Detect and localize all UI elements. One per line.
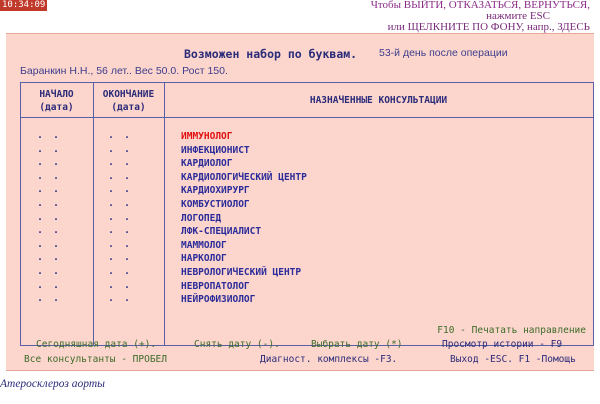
patient-info: Баранкин Н.Н., 56 лет.. Вес 50.0. Рост 150. [20, 65, 228, 77]
today-date-key[interactable]: Сегодняшная дата (+). [36, 339, 157, 350]
end-date-cell[interactable]: . . [108, 279, 133, 291]
exit-hint-line2: нажмите ESC [486, 10, 550, 22]
pick-date-key[interactable]: Выбрать дату (*) [311, 339, 403, 350]
consultation-name[interactable]: ИММУНОЛОГ [181, 131, 233, 142]
consultation-name[interactable]: НЕЙРОФИЗИОЛОГ [181, 294, 256, 306]
end-date-cell[interactable]: . . [108, 143, 133, 155]
column-header-end-title: ОКОНЧАНИЕ [102, 89, 155, 100]
exit-hint[interactable] [290, 0, 590, 33]
column-header-end-sub: (дата) [111, 102, 146, 113]
all-consultants-key[interactable]: Все консультанты - ПРОБЕЛ [24, 354, 167, 365]
consultation-row[interactable] [20, 280, 594, 294]
consultation-name[interactable]: КАРДИОЛОГИЧЕСКИЙ ЦЕНТР [181, 171, 307, 183]
start-date-cell[interactable]: . . [37, 225, 62, 237]
end-date-cell[interactable]: . . [108, 184, 133, 196]
start-date-cell[interactable]: . . [37, 252, 62, 264]
consultation-row[interactable] [20, 225, 594, 239]
column-header-consults: НАЗНАЧЕННЫЕ КОНСУЛЬТАЦИИ [309, 95, 448, 106]
exit-help-key[interactable]: Выход -ESC. F1 -Помощь [450, 354, 576, 365]
consultation-name[interactable]: НЕВРОПАТОЛОГ [181, 280, 250, 292]
consultation-name[interactable]: НАРКОЛОГ [181, 253, 227, 265]
page-title: Возможен набор по буквам. [184, 47, 358, 61]
end-date-cell[interactable]: . . [108, 197, 133, 209]
consultation-row[interactable] [20, 266, 594, 280]
end-date-cell[interactable]: . . [108, 157, 133, 169]
consultation-row[interactable] [20, 130, 594, 144]
consultation-row[interactable] [20, 252, 594, 266]
consultation-row[interactable] [20, 212, 594, 226]
column-header-end [93, 88, 164, 114]
consultation-panel [6, 33, 594, 371]
start-date-cell[interactable]: . . [37, 197, 62, 209]
consultation-row[interactable] [20, 184, 594, 198]
exit-hint-line3[interactable]: или ЩЕЛКНИТЕ ПО ФОНУ, напр., ЗДЕСЬ [387, 21, 590, 33]
consultation-name[interactable]: ЛФК-СПЕЦИАЛИСТ [181, 226, 262, 238]
consultation-row[interactable] [20, 198, 594, 212]
consultation-name[interactable]: МАММОЛОГ [181, 239, 227, 251]
consultation-name[interactable]: КОМБУСТИОЛОГ [181, 198, 250, 210]
consultation-row[interactable] [20, 293, 594, 307]
end-date-cell[interactable]: . . [108, 130, 133, 141]
consultation-row[interactable] [20, 171, 594, 185]
start-date-cell[interactable]: . . [37, 143, 62, 155]
start-date-cell[interactable]: . . [37, 170, 62, 182]
end-date-cell[interactable]: . . [108, 225, 133, 237]
table-header-divider [20, 117, 594, 118]
history-key[interactable]: Просмотр истории - F9 [442, 339, 563, 350]
column-header-start [20, 88, 93, 114]
exit-hint-line1: Чтобы ВЫЙТИ, ОТКАЗАТЬСЯ, ВЕРНУТЬСЯ, [370, 0, 590, 11]
start-date-cell[interactable]: . . [37, 265, 62, 277]
clock: 10:34:09 [2, 0, 46, 10]
diagnosis: Атеросклероз аорты [0, 378, 105, 390]
start-date-cell[interactable]: . . [37, 238, 62, 250]
consultation-table [20, 82, 594, 346]
consultation-name[interactable]: КАРДИОХИРУРГ [181, 185, 250, 197]
consultation-name[interactable]: НЕВРОЛОГИЧЕСКИЙ ЦЕНТР [181, 266, 302, 278]
consultation-list [20, 130, 594, 307]
end-date-cell[interactable]: . . [108, 293, 133, 305]
column-header-start-title: НАЧАЛО [39, 89, 74, 100]
consultation-name[interactable]: ИНФЕКЦИОНИСТ [181, 144, 250, 156]
end-date-cell[interactable]: . . [108, 211, 133, 223]
clear-date-key[interactable]: Снять дату (-). [194, 339, 280, 350]
consultation-name[interactable]: ЛОГОПЕД [181, 212, 222, 224]
start-date-cell[interactable]: . . [37, 184, 62, 196]
consultation-row[interactable] [20, 239, 594, 253]
print-referral-key[interactable]: F10 - Печатать направление [437, 325, 586, 336]
start-date-cell[interactable]: . . [37, 130, 62, 141]
diagnostic-complexes-key[interactable]: Диагност. комплексы -F3. [260, 354, 398, 365]
start-date-cell[interactable]: . . [37, 293, 62, 305]
start-date-cell[interactable]: . . [37, 211, 62, 223]
consultation-row[interactable] [20, 157, 594, 171]
end-date-cell[interactable]: . . [108, 252, 133, 264]
consultation-row[interactable] [20, 144, 594, 158]
column-header-start-sub: (дата) [39, 102, 74, 113]
start-date-cell[interactable]: . . [37, 279, 62, 291]
consultation-name[interactable]: КАРДИОЛОГ [181, 158, 233, 170]
start-date-cell[interactable]: . . [37, 157, 62, 169]
end-date-cell[interactable]: . . [108, 265, 133, 277]
end-date-cell[interactable]: . . [108, 238, 133, 250]
post-op-day: 53-й день после операции [379, 47, 508, 59]
end-date-cell[interactable]: . . [108, 170, 133, 182]
